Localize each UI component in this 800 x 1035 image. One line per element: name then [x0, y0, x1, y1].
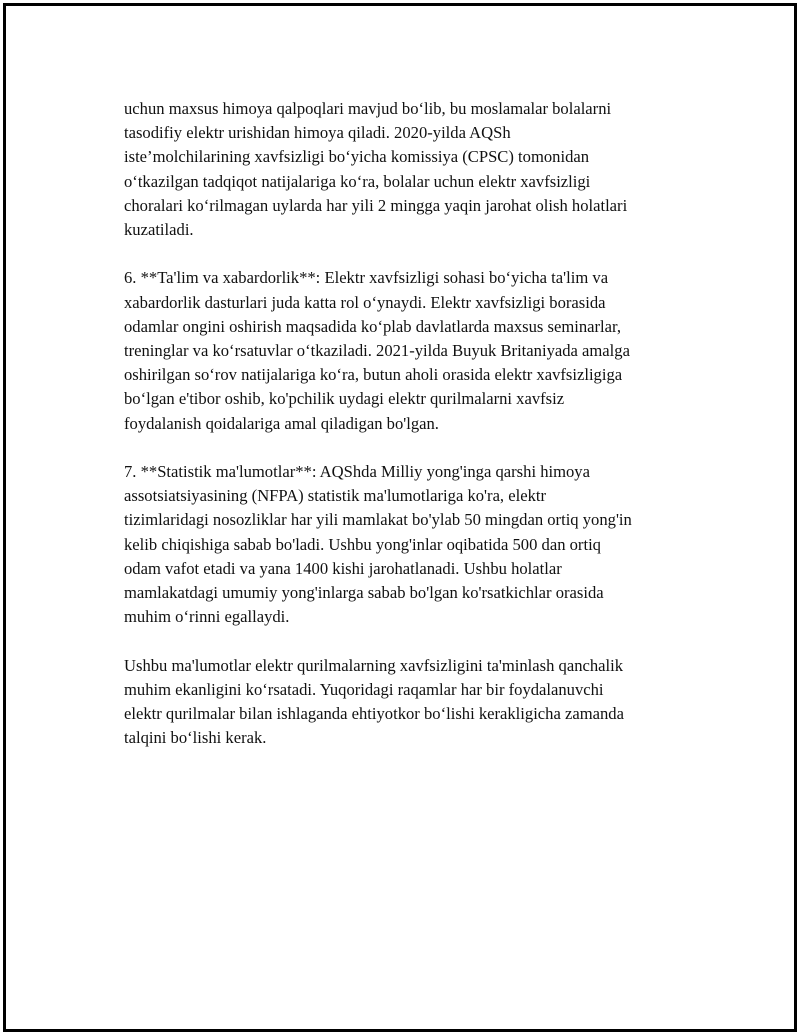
text-line: odamlar ongini oshirish maqsadida ko‘plab davlatlarda maxsus seminarlar, [124, 316, 622, 336]
page-frame [3, 3, 797, 1032]
text-line: treninglar va ko‘rsatuvlar o‘tkaziladi. 2021-yilda Buyuk Britaniyada amalga [124, 341, 630, 361]
text-line: o‘tkazilgan tadqiqot natijalariga ko‘ra, bolalar uchun elektr xavfsizligi [124, 171, 591, 191]
text-line: muhim o‘rinni egallaydi. [124, 607, 290, 627]
paragraph-statistics [124, 460, 694, 629]
text-line: mamlakatdagi umumiy yong'inlarga sabab bo'lgan ko'rsatkichlar orasida [124, 583, 604, 603]
text-line: bo‘lgan e'tibor oshib, ko'pchilik uydagi elektr qurilmalarni xavfsiz [124, 389, 565, 409]
paragraph-child-safety-continued [124, 97, 694, 242]
text-line: kelib chiqishiga sabab bo'ladi. Ushbu yong'inlar oqibatida 500 dan ortiq [124, 534, 601, 554]
text-line: muhim ekanligini ko‘rsatadi. Yuqoridagi raqamlar har bir foydalanuvchi [124, 679, 604, 699]
paragraph-education-awareness [124, 266, 694, 435]
text-line: elektr qurilmalar bilan ishlaganda ehtiyotkor bo‘lishi kerakligicha zamanda [124, 704, 624, 724]
text-line: uchun maxsus himoya qalpoqlari mavjud bo‘lib, bu moslamalar bolalarni [124, 99, 612, 118]
text-line: tasodifiy elektr urishidan himoya qiladi. 2020-yilda AQSh [124, 123, 511, 143]
text-line: iste’molchilarining xavfsizligi bo‘yicha komissiya (CPSC) tomonidan [124, 147, 590, 167]
text-line: Ushbu ma'lumotlar elektr qurilmalarning xavfsizligini ta'minlash qanchalik [124, 655, 624, 675]
text-line: xabardorlik dasturlari juda katta rol o‘ynaydi. Elektr xavfsizligi borasida [124, 292, 606, 312]
text-line: 6. **Ta'lim va xabardorlik**: Elektr xavfsizligi sohasi bo‘yicha ta'lim va [124, 268, 609, 288]
document-body [124, 97, 694, 775]
text-line: kuzatiladi. [124, 220, 194, 240]
text-line: talqini bo‘lishi kerak. [124, 728, 267, 748]
text-line: oshirilgan so‘rov natijalariga ko‘ra, butun aholi orasida elektr xavfsizligiga [124, 365, 623, 385]
text-line: 7. **Statistik ma'lumotlar**: AQShda Milliy yong'inga qarshi himoya [124, 462, 590, 482]
text-line: choralari ko‘rilmagan uylarda har yili 2 mingga yaqin jarohat olish holatlari [124, 195, 628, 215]
text-line: assotsiatsiyasining (NFPA) statistik ma'lumotlariga ko'ra, elektr [124, 486, 547, 506]
text-line: tizimlaridagi nosozliklar har yili mamlakat bo'ylab 50 mingdan ortiq yong'in [124, 510, 632, 530]
text-line: foydalanish qoidalariga amal qiladigan bo'lgan. [124, 413, 439, 433]
paragraph-conclusion [124, 654, 694, 751]
text-line: odam vafot etadi va yana 1400 kishi jarohatlanadi. Ushbu holatlar [124, 558, 562, 578]
